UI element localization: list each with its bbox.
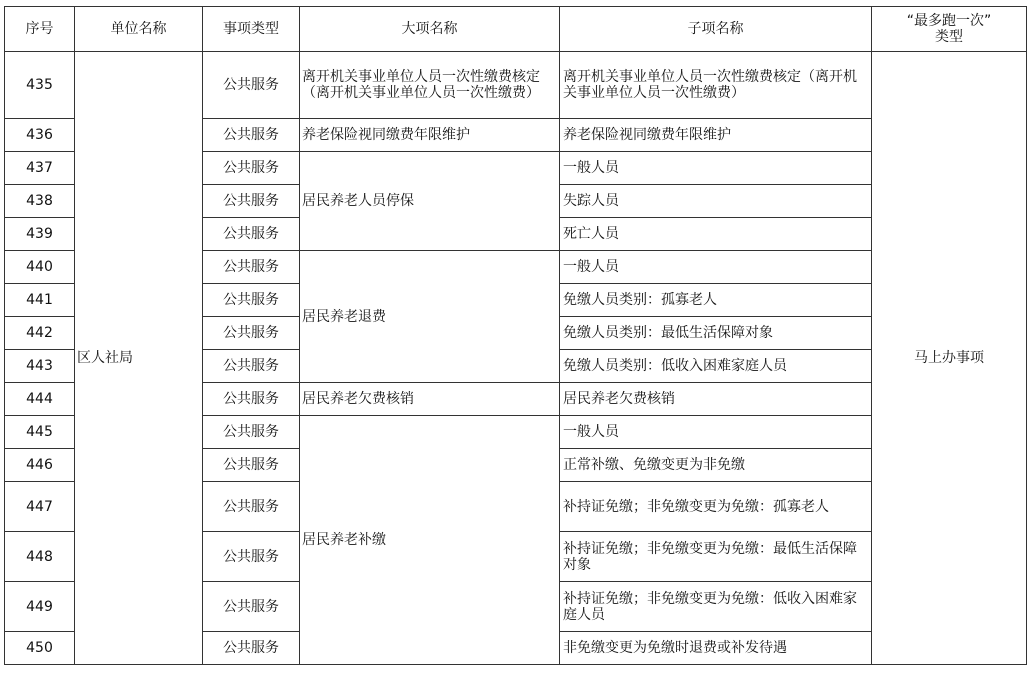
run-once-type-cell: 马上办事项	[872, 52, 1027, 665]
sub-item-cell: 补持证免缴；非免缴变更为免缴：孤寡老人	[560, 482, 872, 532]
major-item-cell: 离开机关事业单位人员一次性缴费核定（离开机关事业单位人员一次性缴费）	[300, 52, 560, 119]
row-seq: 445	[5, 416, 75, 449]
major-item-cell: 居民养老退费	[300, 251, 560, 383]
service-type-cell: 公共服务	[203, 582, 300, 632]
service-type-cell: 公共服务	[203, 532, 300, 582]
unit-name-cell: 区人社局	[75, 52, 203, 665]
row-seq: 449	[5, 582, 75, 632]
row-seq: 437	[5, 152, 75, 185]
sub-item-cell: 非免缴变更为免缴时退费或补发待遇	[560, 632, 872, 665]
sub-item-cell: 一般人员	[560, 152, 872, 185]
table-row	[5, 52, 1027, 119]
sub-item-cell: 补持证免缴；非免缴变更为免缴：低收入困难家庭人员	[560, 582, 872, 632]
major-item-cell: 居民养老人员停保	[300, 152, 560, 251]
major-item-cell: 养老保险视同缴费年限维护	[300, 119, 560, 152]
row-seq: 444	[5, 383, 75, 416]
sub-item-cell: 一般人员	[560, 251, 872, 284]
row-seq: 436	[5, 119, 75, 152]
row-seq: 435	[5, 52, 75, 119]
sub-item-cell: 离开机关事业单位人员一次性缴费核定（离开机关事业单位人员一次性缴费）	[560, 52, 872, 119]
header-sub: 子项名称	[560, 7, 872, 52]
row-seq: 443	[5, 350, 75, 383]
sub-item-cell: 失踪人员	[560, 185, 872, 218]
service-type-cell: 公共服务	[203, 632, 300, 665]
sub-item-cell: 一般人员	[560, 416, 872, 449]
service-type-cell: 公共服务	[203, 119, 300, 152]
sub-item-cell: 死亡人员	[560, 218, 872, 251]
service-type-cell: 公共服务	[203, 482, 300, 532]
major-item-cell: 居民养老欠费核销	[300, 383, 560, 416]
header-row	[5, 7, 1027, 52]
service-type-cell: 公共服务	[203, 152, 300, 185]
service-type-cell: 公共服务	[203, 284, 300, 317]
major-item-cell: 居民养老补缴	[300, 416, 560, 665]
sub-item-cell: 养老保险视同缴费年限维护	[560, 119, 872, 152]
header-major: 大项名称	[300, 7, 560, 52]
row-seq: 447	[5, 482, 75, 532]
header-run-once-line1: “最多跑一次”	[906, 13, 992, 29]
row-seq: 439	[5, 218, 75, 251]
sub-item-cell: 补持证免缴；非免缴变更为免缴：最低生活保障对象	[560, 532, 872, 582]
sub-item-cell: 居民养老欠费核销	[560, 383, 872, 416]
service-items-table	[4, 6, 1027, 665]
header-unit: 单位名称	[75, 7, 203, 52]
row-seq: 438	[5, 185, 75, 218]
sub-item-cell: 正常补缴、免缴变更为非免缴	[560, 449, 872, 482]
row-seq: 440	[5, 251, 75, 284]
header-seq: 序号	[5, 7, 75, 52]
sub-item-cell: 免缴人员类别：最低生活保障对象	[560, 317, 872, 350]
header-type: 事项类型	[203, 7, 300, 52]
row-seq: 446	[5, 449, 75, 482]
service-type-cell: 公共服务	[203, 185, 300, 218]
row-seq: 442	[5, 317, 75, 350]
sub-item-cell: 免缴人员类别：孤寡老人	[560, 284, 872, 317]
header-run-once-line2: 类型	[935, 29, 963, 45]
service-type-cell: 公共服务	[203, 449, 300, 482]
sub-item-cell: 免缴人员类别：低收入困难家庭人员	[560, 350, 872, 383]
row-seq: 450	[5, 632, 75, 665]
row-seq: 448	[5, 532, 75, 582]
service-type-cell: 公共服务	[203, 52, 300, 119]
service-type-cell: 公共服务	[203, 218, 300, 251]
service-type-cell: 公共服务	[203, 383, 300, 416]
service-type-cell: 公共服务	[203, 251, 300, 284]
service-type-cell: 公共服务	[203, 350, 300, 383]
service-type-cell: 公共服务	[203, 317, 300, 350]
header-run-once	[872, 7, 1027, 52]
row-seq: 441	[5, 284, 75, 317]
service-type-cell: 公共服务	[203, 416, 300, 449]
